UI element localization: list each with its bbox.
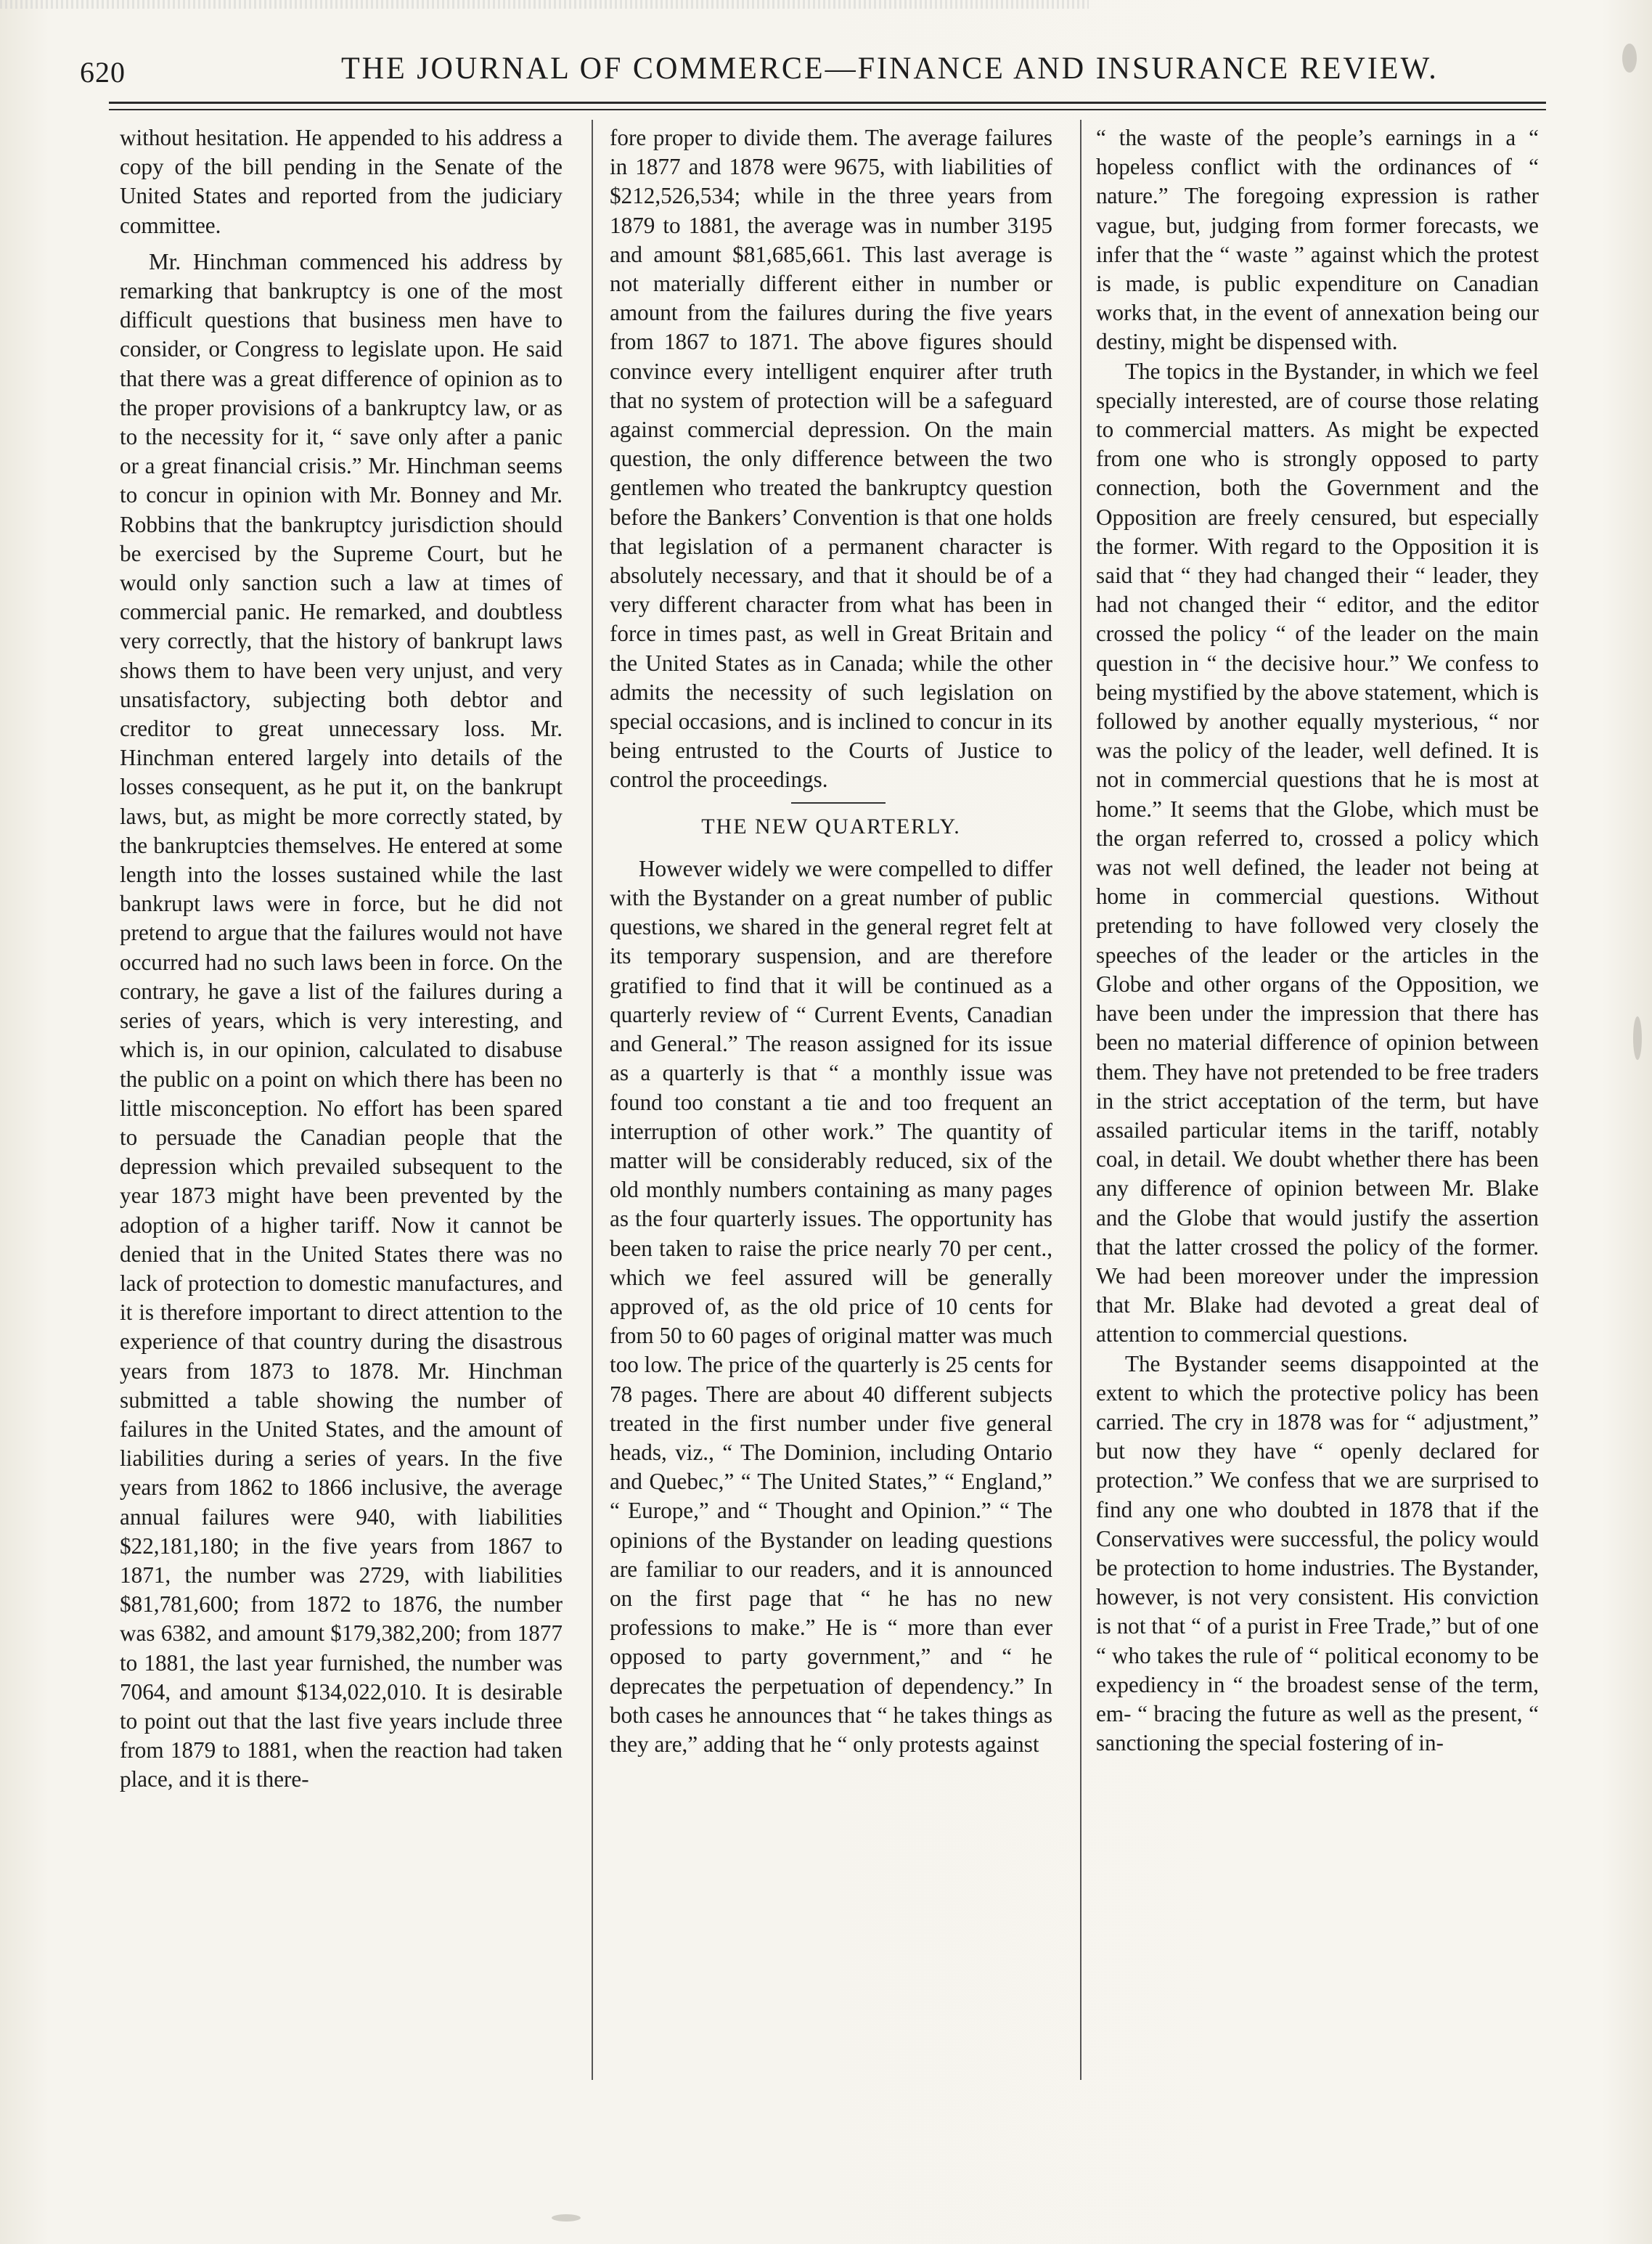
column-divider: [1080, 120, 1081, 2080]
paragraph: fore proper to divide them. The average failures in 1877 and 1878 were 9675, with liabilities of $212,526,534; while in the three years from 1879 to 1881, the average was in number 3195 and amount $81,685,661. This last average is not materially different either in number or amount from the failures during the five years from 1867 to 1871. The above figures should convince every intelligent enquirer after truth that no system of protection will be a safeguard against commercial depression. On the main question, the only difference between the two gentlemen who treated the bankruptcy question before the Bankers’ Convention is that one holds that legislation of a permanent character is absolutely necessary, and that it should be of a very different character from what has been in force in times past, as well in Great Britain and the United States as in Canada; while the other admits the necessity of such legislation on special occasions, and is inclined to concur in its being entrusted to the Courts of Justice to control the proceedings.: [610, 125, 1052, 793]
running-title: THE JOURNAL OF COMMERCE—FINANCE AND INSURANCE REVIEW.: [341, 52, 1439, 86]
column-1: [120, 123, 563, 1795]
paragraph: The topics in the Bystander, in which we feel specially interested, are of course those relating to commercial matters. As might be expected from one who is strongly opposed to party connection, both the Government and the Opposition are freely censured, but especially the former. With regard to the Opposition it is said that “ they had changed their “ leader, they had not changed their “ editor, and the editor crossed the policy “ of the leader on the main question in “ the decisive hour.” We confess to being mystified by the above statement, which is followed by another equally mysterious, “ nor was the policy of the leader, well defined. It is not in commercial questions that he is most at home.” It seems that the Globe, which must be the organ referred to, crossed a policy which was not well defined, the leader not being at home in commercial questions. Without pretending to have followed very closely the speeches of the leader or the articles in the Globe and other organs of the Opposition, we have been under the impression that there has been no material difference of opinion between them. They have not pretended to be free traders in the strict acceptation of the term, but have assailed particular items in the tariff, notably coal, in detail. We doubt whether there has been any difference of opinion between Mr. Blake and the Globe that would justify the assertion that the latter crossed the policy of the former. We had been moreover under the impression that Mr. Blake had devoted a great deal of attention to commercial questions.: [1096, 358, 1539, 1347]
paragraph: The Bystander seems disappointed at the extent to which the protective policy has been carried. The cry in 1878 was for “ adjustment,” but now they have “ openly declared for protection.” We confess that we are surprised to find any one who doubted in 1878 that if the Conservatives were successful, the policy would be protection to home industries. The Bystander, however, is not very consistent. His conviction is not that “ of a purist in Free Trade,” but of one “ who takes the rule of “ political economy to be expediency in “ the broadest sense of the term, em- “ bracing the future as well as the present, “ sanctioning the special fostering of in-: [1096, 1350, 1539, 1756]
scan-speckle: [1622, 44, 1637, 73]
scan-speckle: [552, 2214, 581, 2221]
page-number: 620: [80, 56, 126, 89]
header-rule-thin: [109, 109, 1546, 110]
section-heading: THE NEW QUARTERLY.: [610, 812, 1052, 841]
column-divider: [592, 120, 593, 2080]
column-2: [610, 123, 1052, 1759]
paragraph: Mr. Hinchman commenced his address by remarking that bankruptcy is one of the most difficult questions that business men have to consider, or Congress to legislate upon. He said that there was a great difference of opinion as to the proper provisions of a bankruptcy law, or as to the necessity for it, “ save only after a panic or a great financial crisis.” Mr. Hinchman seems to concur in opinion with Mr. Bonney and Mr. Robbins that the bankruptcy jurisdiction should be exercised by the Supreme Court, but he would only sanction such a law at times of commercial panic. He remarked, and doubtless very correctly, that the history of bankrupt laws shows them to have been very unjust, and very unsatisfactory, subjecting both debtor and creditor to great unnecessary loss. Mr. Hinchman entered largely into details of the losses consequent, as he put it, on the bankrupt laws, but, as might be more correctly stated, by the bankruptcies themselves. He entered at some length into the losses sustained while the last bankrupt laws were in force, but he did not pretend to argue that the failures would not have occurred had no such laws been in force. On the contrary, he gave a list of the failures during a series of years, which is very interesting, and which is, in our opinion, calculated to disabuse the public on a point on which there has been no little misconception. No effort has been spared to persuade the Canadian people that the depression which prevailed subsequent to the year 1873 might have been prevented by the adoption of a higher tariff. Now it cannot be denied that in the United States there was no lack of protection to domestic manufactures, and it is therefore important to direct attention to the experience of that country during the disastrous years from 1873 to 1878. Mr. Hinchman submitted a table showing the number of failures in the United States, and the amount of liabilities during a series of years. In the five years from 1862 to 1866 inclusive, the average annual failures were 940, with liabilities $22,181,180; in the five years from 1867 to 1871, the number was 2729, with liabilities $81,781,600; from 1872 to 1876, the number was 6382, and amount $179,382,200; from 1877 to 1881, the last year furnished, the number was 7064, and amount $134,022,010. It is desirable to point out that the last five years include three from 1879 to 1881, when the reaction had taken place, and it is there-: [120, 248, 563, 1792]
paragraph: However widely we were compelled to differ with the Bystander on a great number of public questions, we shared in the general regret felt at its temporary suspension, and are therefore gratified to find that it will be continued as a quarterly review of “ Current Events, Canadian and General.” The reason assigned for its issue as a quarterly is that “ a monthly issue was found too constant a tie and too frequent an interruption of other work.” The quantity of matter will be considerably reduced, six of the old monthly numbers containing as many pages as the four quarterly issues. The opportunity has been taken to raise the price nearly 70 per cent., which we feel assured will be generally approved of, as the old price of 10 cents for from 50 to 60 pages of original matter was much too low. The price of the quarterly is 25 cents for 78 pages. There are about 40 different subjects treated in the first number under five general heads, viz., “ The Dominion, including Ontario and Quebec,” “ The United States,” “ England,” “ Europe,” and “ Thought and Opinion.” “ The opinions of the Bystander on leading questions are familiar to our readers, and it is announced on the first page that “ he has no new professions to make.” He is “ more than ever opposed to party government,” and “ he deprecates the perpetuation of dependency.” In both cases he announces that “ he takes things as they are,” adding that he “ only protests against: [610, 855, 1052, 1757]
header-rule: [109, 102, 1546, 104]
paragraph: without hesitation. He appended to his address a copy of the bill pending in the Senate of the United States and reported from the judiciary committee.: [120, 125, 563, 238]
page-header: [80, 51, 1539, 94]
scan-noise: [0, 0, 1089, 9]
paragraph: “ the waste of the people’s earnings in a “ hopeless conflict with the ordinances of “ nature.” The foregoing expression is rather vague, but, judging from former forecasts, we infer that the “ waste ” against which the protest is made, is public expenditure on Canadian works that, in the event of annexation being our destiny, might be dispensed with.: [1096, 125, 1539, 355]
column-3: [1096, 123, 1539, 1758]
scan-speckle: [1633, 1016, 1642, 1060]
